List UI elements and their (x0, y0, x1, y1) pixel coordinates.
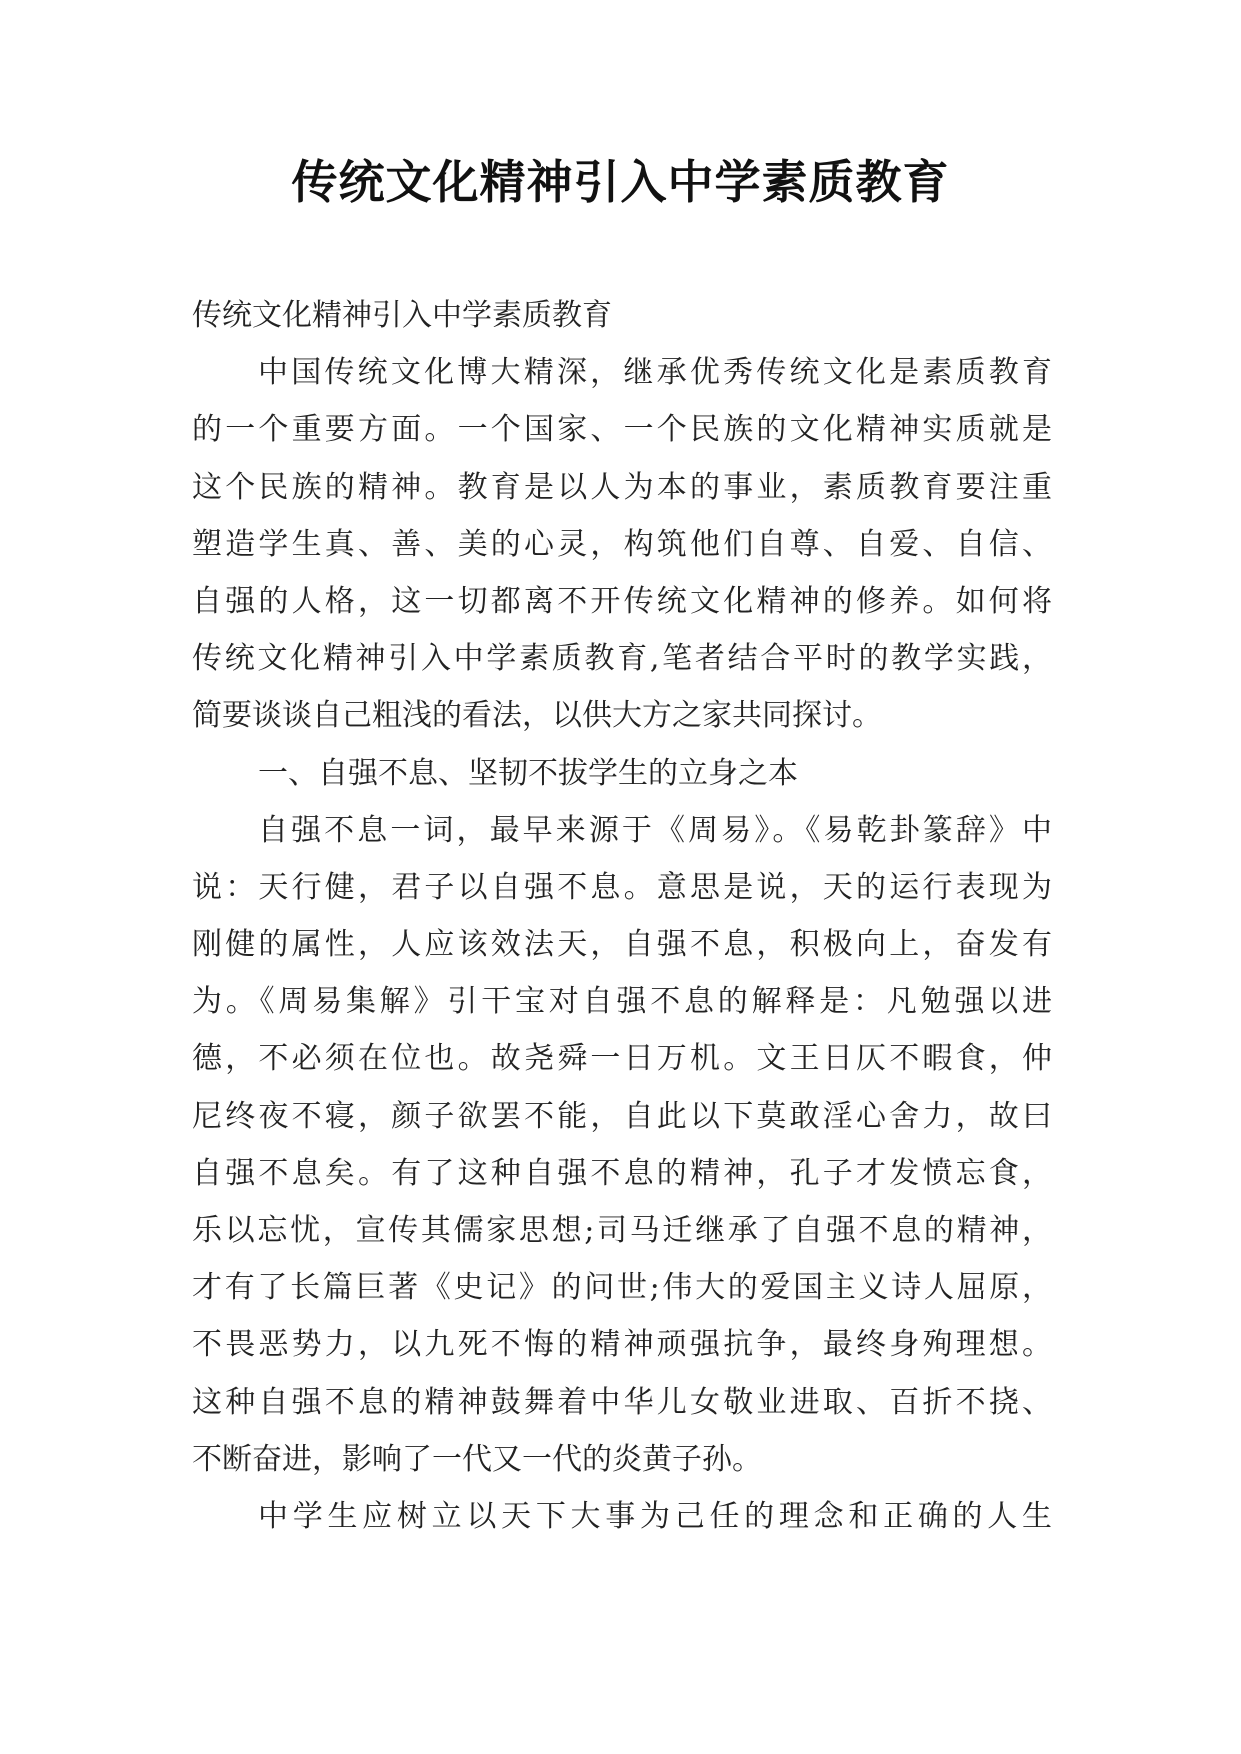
text-line: 中国传统文化博大精深，继承优秀传统文化是素质教育 (258, 355, 1052, 391)
text-line: 这个民族的精神。教育是以人为本的事业，素质教育要注重 (192, 469, 1052, 505)
text-line: 乐以忘忧，宣传其儒家思想;司马迁继承了自强不息的精神， (192, 1213, 1052, 1248)
text-line: 这种自强不息的精神鼓舞着中华儿女敬业进取、百折不挠、 (192, 1384, 1052, 1420)
text-line: 德，不必须在位也。故尧舜一日万机。文王日仄不暇食，仲 (192, 1041, 1052, 1077)
text-line: 才有了长篇巨著《史记》的问世;伟大的爱国主义诗人屈原， (192, 1270, 1052, 1306)
text-line: 说：天行健，君子以自强不息。意思是说，天的运行表现为 (192, 869, 1052, 905)
text-line: 不畏恶势力，以九死不悔的精神顽强抗争，最终身殉理想。 (192, 1327, 1052, 1363)
text-line: 自强不息一词，最早来源于《周易》。《易乾卦篆辞》中 (258, 812, 1052, 848)
text-line: 尼终夜不寝，颜子欲罢不能，自此以下莫敢淫心舍力，故曰 (192, 1098, 1052, 1134)
text-line: 简要谈谈自己粗浅的看法，以供大方之家共同探讨。 (192, 698, 882, 734)
document-body (192, 287, 1052, 1545)
text-line: 刚健的属性，人应该效法天，自强不息，积极向上，奋发有 (192, 927, 1052, 963)
text-line: 自强不息矣。有了这种自强不息的精神，孔子才发愤忘食， (192, 1155, 1052, 1191)
text-line: 为。《周易集解》引干宝对自强不息的解释是：凡勉强以进 (192, 984, 1052, 1020)
text-line: 中学生应树立以天下大事为己任的理念和正确的人生 (258, 1498, 1052, 1534)
text-line: 不断奋进，影响了一代又一代的炎黄子孙。 (192, 1441, 762, 1477)
text-line: 的一个重要方面。一个国家、一个民族的文化精神实质就是 (192, 412, 1052, 448)
text-line: 传统文化精神引入中学素质教育 (192, 298, 612, 333)
text-line: 一、自强不息、坚韧不拔学生的立身之本 (258, 755, 798, 791)
document-title: 传统文化精神引入中学素质教育 (291, 155, 950, 209)
text-line: 传统文化精神引入中学素质教育,笔者结合平时的教学实践， (192, 641, 1052, 677)
text-line: 塑造学生真、善、美的心灵，构筑他们自尊、自爱、自信、 (192, 526, 1052, 562)
text-line: 自强的人格，这一切都离不开传统文化精神的修养。如何将 (192, 583, 1052, 619)
